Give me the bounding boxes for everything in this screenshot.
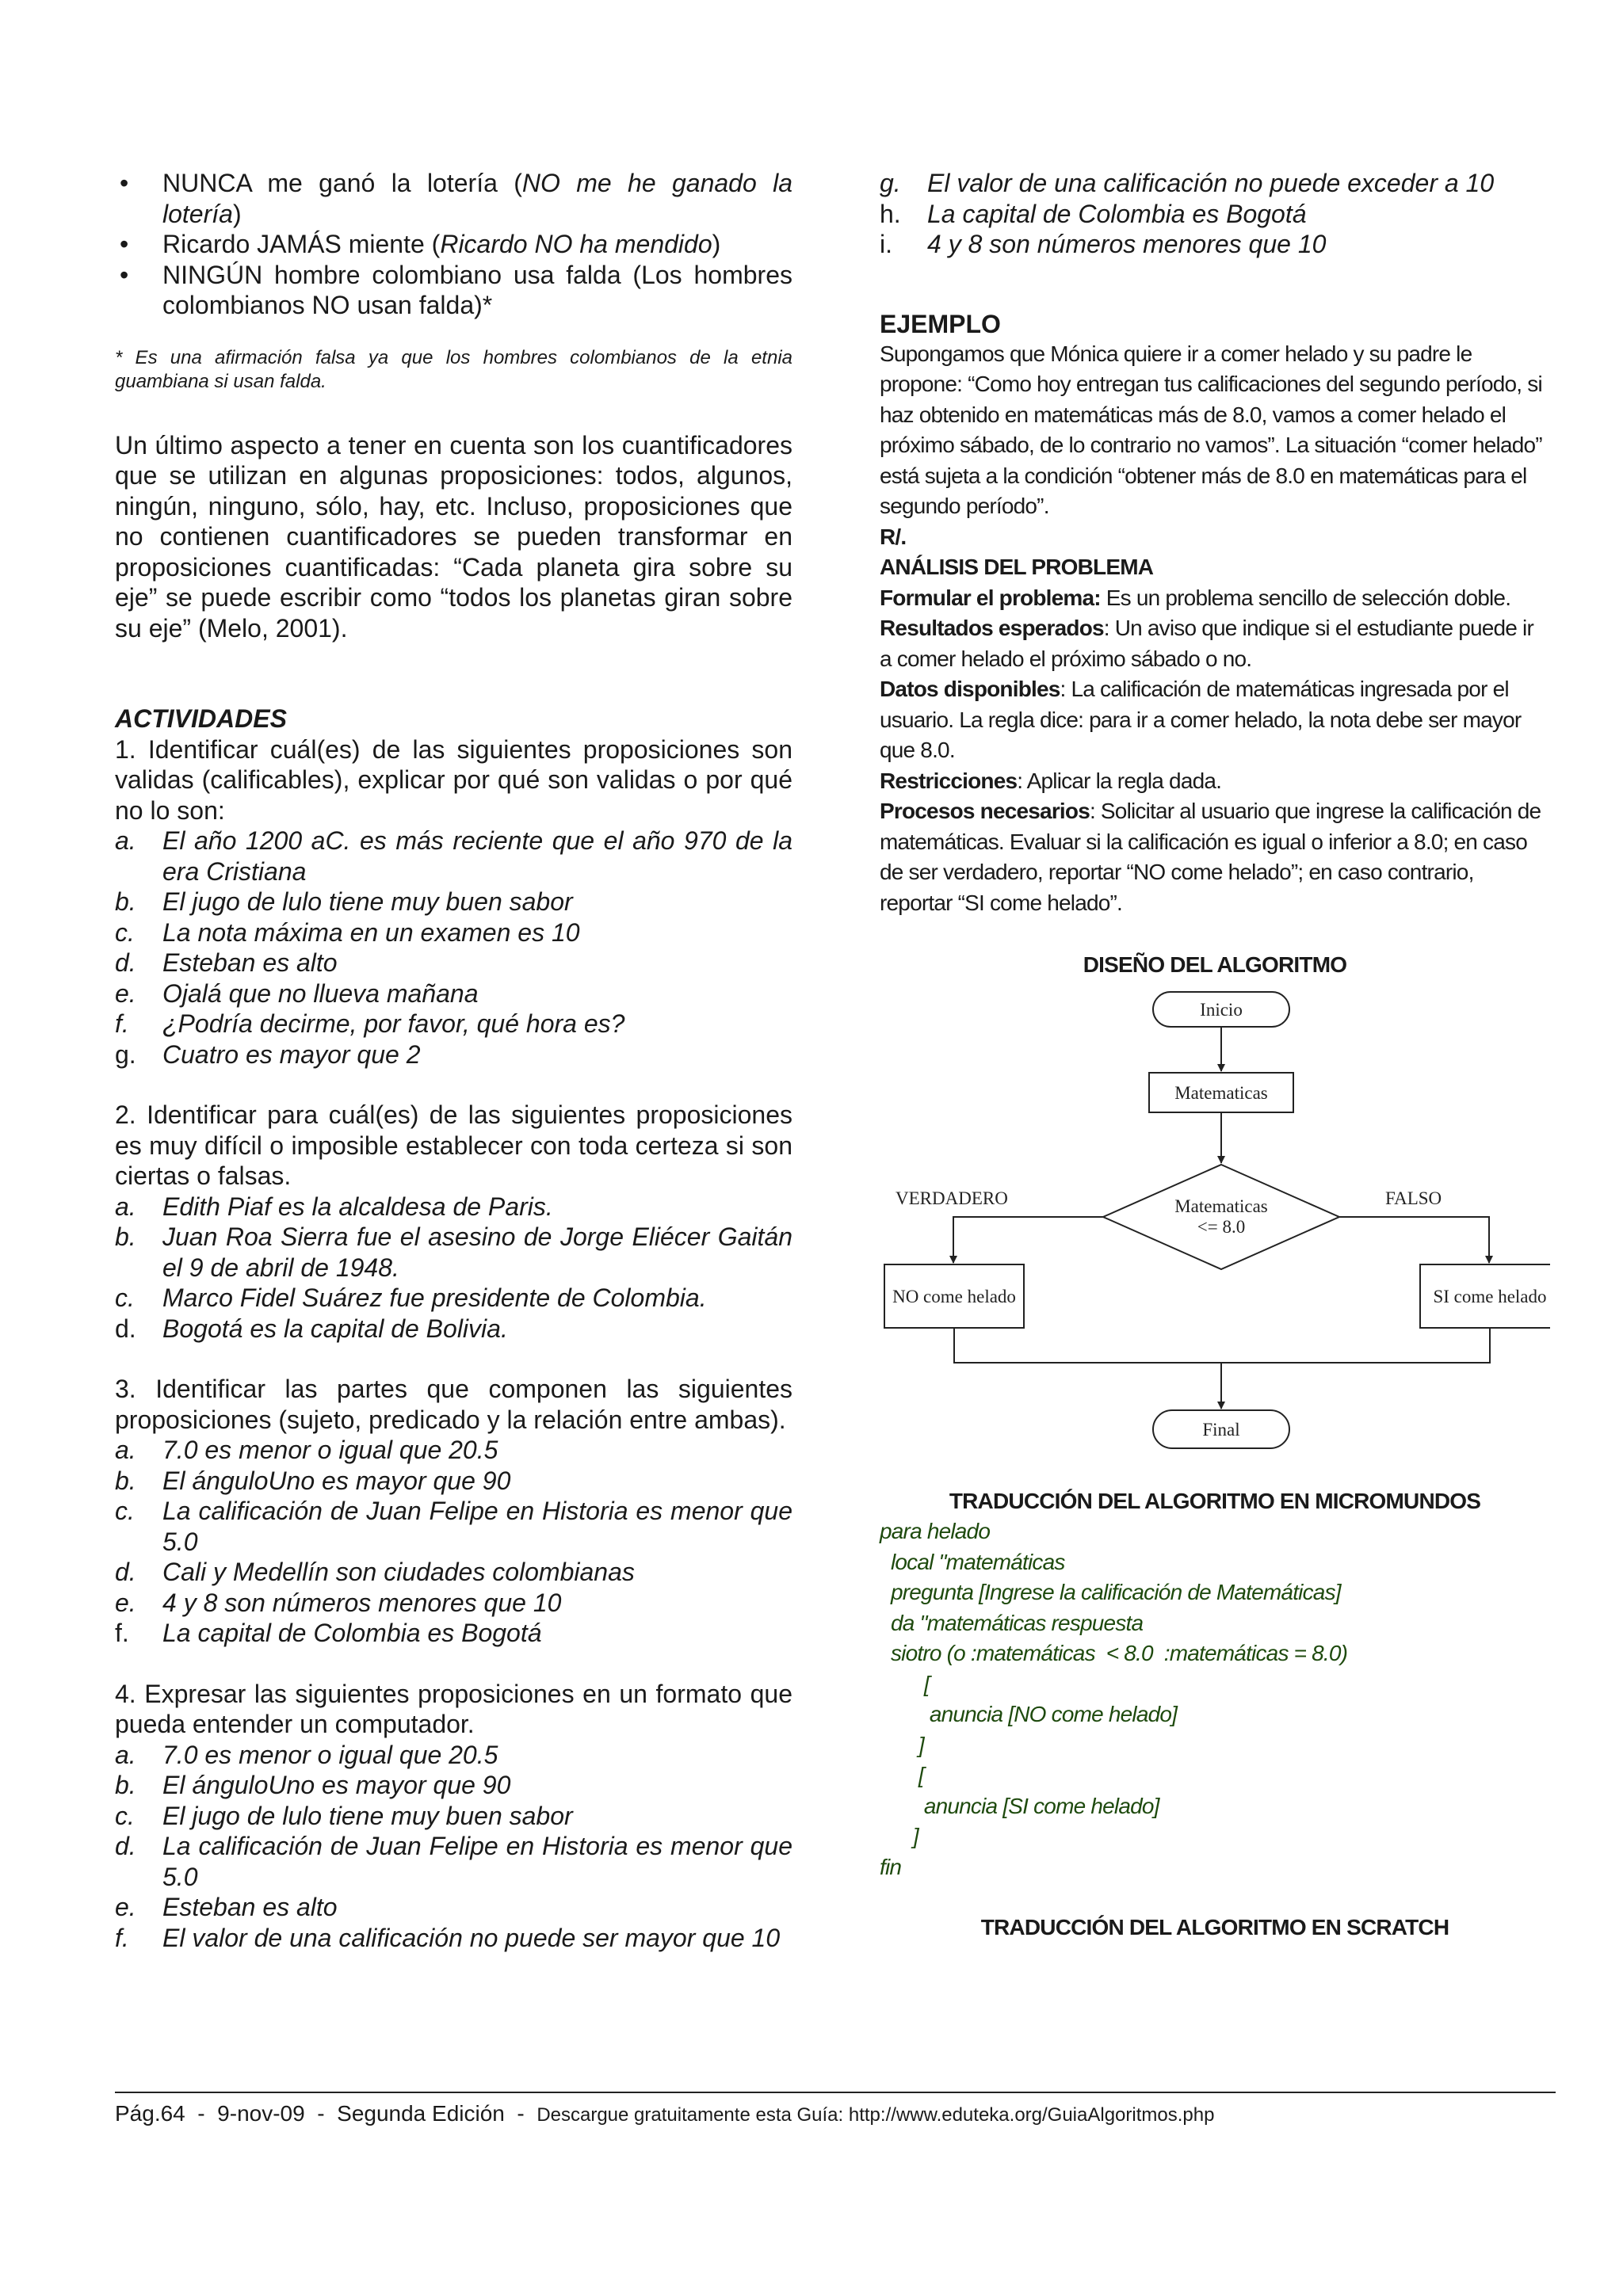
- item-text: El ánguloUno es mayor que 90: [162, 1771, 511, 1799]
- input-label: Matematicas: [1174, 1082, 1268, 1103]
- item-marker: d.: [115, 948, 136, 977]
- code-line: [: [880, 1671, 930, 1696]
- list-item: [115, 1435, 792, 1466]
- code-line: da "matemáticas respuesta: [880, 1610, 1144, 1635]
- item-text: La calificación de Juan Felipe en Historia es menor que 5.0: [162, 1497, 792, 1556]
- activity-2-intro: 2. Identificar para cuál(es) de las siguientes proposiciones es muy difícil o imposible establecer con toda certeza si son ciertas o falsas.: [115, 1100, 792, 1190]
- item-marker: i.: [880, 230, 892, 258]
- analysis-text: : Solicitar al usuario que ingrese la calificación de matemáticas. Evaluar si la calificación es igual o inferior a 8.0; en caso de ser verdadero, reportar “NO come helado”; en caso contrario, reportar “SI come helado”.: [880, 799, 1541, 915]
- quantifier-examples: [115, 168, 792, 321]
- code-line: anuncia [NO come helado]: [880, 1702, 1178, 1726]
- item-marker: g.: [115, 1039, 136, 1069]
- bullet-italic: Ricardo NO ha mendido: [440, 230, 712, 258]
- item-text: El valor de una calificación no puede ser mayor que 10: [162, 1923, 781, 1952]
- list-item: [115, 1222, 792, 1283]
- analysis-item: [880, 766, 1550, 797]
- footer-main: Pág.64 - 9-nov-09 - Segunda Edición -: [115, 2101, 537, 2126]
- item-text: El jugo de lulo tiene muy buen sabor: [162, 887, 573, 916]
- flowchart: [880, 987, 1550, 1463]
- list-item: [115, 1618, 792, 1649]
- bullet-italic: NO me he ganado la lotería: [162, 169, 793, 228]
- analysis-text: : Un aviso que indique si el estudiante puede ir a comer helado el próximo sábado o no.: [880, 616, 1533, 671]
- item-marker: e.: [115, 1588, 136, 1617]
- item-marker: d.: [115, 1832, 136, 1860]
- analysis-item: [880, 674, 1550, 766]
- decision-label-1: Matematicas: [1174, 1196, 1268, 1216]
- item-text: 4 y 8 son números menores que 10: [927, 230, 1327, 258]
- item-text: El valor de una calificación no puede exceder a 10: [927, 169, 1495, 197]
- item-marker: b.: [115, 1771, 136, 1799]
- right-column: [880, 168, 1550, 1943]
- activity-1-list: [115, 826, 792, 1070]
- analysis-item: [880, 796, 1550, 918]
- item-marker: c.: [115, 1283, 135, 1312]
- list-item: [115, 1831, 792, 1892]
- bullet-text: Ricardo JAMÁS miente (: [162, 230, 441, 258]
- list-item: [115, 1923, 792, 1954]
- code-line: local "matemáticas: [880, 1549, 1065, 1574]
- list-item: [115, 917, 792, 948]
- item-text: ¿Podría decirme, por favor, qué hora es?: [162, 1009, 625, 1038]
- micromundos-title: TRADUCCIÓN DEL ALGORITMO EN MICROMUNDOS: [949, 1488, 1481, 1513]
- item-marker: f.: [115, 1619, 129, 1647]
- item-text: 4 y 8 son números menores que 10: [162, 1588, 562, 1617]
- list-item: [115, 1770, 792, 1801]
- start-label: Inicio: [1200, 999, 1243, 1020]
- true-label: VERDADERO: [896, 1188, 1008, 1208]
- analysis-label: Formular el problema:: [880, 585, 1101, 610]
- item-text: Esteban es alto: [162, 948, 338, 977]
- item-marker: d.: [115, 1558, 136, 1586]
- item-marker: b.: [115, 1222, 136, 1251]
- list-item: [115, 887, 792, 917]
- item-text: 7.0 es menor o igual que 20.5: [162, 1740, 498, 1769]
- list-item: [115, 1740, 792, 1771]
- code-line: ]: [880, 1732, 924, 1757]
- analysis-item: [880, 583, 1550, 614]
- item-marker: c.: [115, 1497, 135, 1525]
- list-item: [880, 199, 1550, 230]
- footnote: * Es una afirmación falsa ya que los hombres colombianos de la etnia guambiana si usan falda.: [115, 346, 792, 392]
- list-item: [880, 229, 1550, 260]
- item-marker: e.: [115, 978, 136, 1008]
- code-line: ]: [880, 1824, 918, 1848]
- example-title: EJEMPLO: [880, 309, 1001, 338]
- bullet-text: NINGÚN hombre colombiano usa falda (Los hombres colombianos NO usan falda)*: [162, 260, 792, 319]
- left-column: [115, 168, 792, 1953]
- item-text: Cali y Medellín son ciudades colombianas: [162, 1558, 635, 1586]
- merge-line: [954, 1328, 1490, 1363]
- item-marker: c.: [115, 1801, 135, 1830]
- list-item: [115, 1192, 792, 1222]
- code-line: siotro (o :matemáticas < 8.0 :matemáticas = 8.0): [880, 1641, 1348, 1665]
- activity-4-list: [115, 1740, 792, 1954]
- item-marker: a.: [115, 1436, 136, 1464]
- list-item: [115, 826, 792, 887]
- code-line: fin: [880, 1854, 902, 1879]
- item-text: Marco Fidel Suárez fue presidente de Colombia.: [162, 1283, 707, 1312]
- analysis-text: Es un problema sencillo de selección doble.: [1100, 585, 1511, 610]
- analysis-list: [880, 583, 1550, 919]
- code-line: anuncia [SI come helado]: [880, 1793, 1159, 1818]
- list-item: [115, 1314, 792, 1344]
- bullet-end: ): [712, 230, 721, 258]
- item-text: Esteban es alto: [162, 1893, 338, 1921]
- activity-1-intro: 1. Identificar cuál(es) de las siguientes proposiciones son validas (calificables), explicar por qué son validas o por qué no lo son:: [115, 734, 792, 825]
- false-branch-arrow: [1339, 1217, 1489, 1263]
- list-item: [115, 260, 792, 321]
- analysis-label: Datos disponibles: [880, 677, 1060, 701]
- list-item: [115, 1892, 792, 1923]
- code-line: para helado: [880, 1519, 991, 1543]
- item-text: La capital de Colombia es Bogotá: [162, 1619, 542, 1647]
- activity-2-list: [115, 1192, 792, 1344]
- analysis-label: Procesos necesarios: [880, 799, 1090, 823]
- list-item: [115, 978, 792, 1009]
- list-item: [115, 1557, 792, 1588]
- item-text: El jugo de lulo tiene muy buen sabor: [162, 1801, 573, 1830]
- activity-4-intro: 4. Expresar las siguientes proposiciones en un formato que pueda entender un computador.: [115, 1679, 792, 1738]
- item-text: Edith Piaf es la alcaldesa de Paris.: [162, 1192, 553, 1221]
- design-title: DISEÑO DEL ALGORITMO: [1083, 952, 1347, 977]
- false-label: FALSO: [1385, 1188, 1442, 1208]
- end-label: Final: [1202, 1419, 1240, 1440]
- list-item: [115, 1009, 792, 1039]
- item-marker: e.: [115, 1893, 136, 1921]
- list-item: [115, 1466, 792, 1497]
- bullet-text: NUNCA me ganó la lotería (: [162, 169, 522, 197]
- list-item: [880, 168, 1550, 199]
- scratch-title: TRADUCCIÓN DEL ALGORITMO EN SCRATCH: [980, 1915, 1449, 1939]
- example-text: Supongamos que Mónica quiere ir a comer helado y su padre le propone: “Como hoy entregan tus calificaciones del segundo período, si haz obtenido en matemáticas más de 8.0, vamos a comer helado el próximo sábado, de lo contrario no vamos”. La situación “comer helado” está sujeta a la condición “obtener más de 8.0 en matemáticas para el segundo período”.: [880, 341, 1542, 518]
- item-text: La nota máxima en un examen es 10: [162, 917, 580, 947]
- analysis-text: : La calificación de matemáticas ingresada por el usuario. La regla dice: para ir a comer helado, la nota debe ser mayor que 8.0.: [880, 677, 1522, 762]
- analysis-item: [880, 613, 1550, 674]
- item-text: La calificación de Juan Felipe en Historia es menor que 5.0: [162, 1832, 792, 1891]
- analysis-title: ANÁLISIS DEL PROBLEMA: [880, 555, 1154, 579]
- item-text: Juan Roa Sierra fue el asesino de Jorge Eliécer Gaitán el 9 de abril de 1948.: [162, 1222, 792, 1282]
- false-box-label: SI come helado: [1433, 1286, 1547, 1306]
- item-text: Cuatro es mayor que 2: [162, 1039, 421, 1069]
- item-marker: a.: [115, 1740, 136, 1769]
- list-item: [115, 948, 792, 978]
- list-item: [115, 1283, 792, 1314]
- quantifiers-paragraph: Un último aspecto a tener en cuenta son los cuantificadores que se utilizan en algunas proposiciones: todos, algunos, ningún, ninguno, sólo, hay, etc. Incluso, proposiciones que no contienen cuantificadores se pueden transformar en proposiciones cuantificadas: “Cada planeta gira sobre su eje” se puede escribir como “todos los planetas giran sobre su eje” (Melo, 2001).: [115, 430, 792, 643]
- item-marker: h.: [880, 199, 901, 228]
- item-marker: b.: [115, 1466, 136, 1495]
- list-item: [115, 1039, 792, 1070]
- list-item: [115, 229, 792, 260]
- item-marker: b.: [115, 887, 136, 916]
- footer-link-text: Descargue gratuitamente esta Guía: http://www.eduteka.org/GuiaAlgoritmos.php: [537, 2104, 1215, 2126]
- list-item: [115, 1588, 792, 1619]
- list-item: [115, 1801, 792, 1832]
- activity-3-intro: 3. Identificar las partes que componen las siguientes proposiciones (sujeto, predicado y la relación entre ambas).: [115, 1375, 792, 1434]
- item-marker: f.: [115, 1009, 129, 1038]
- page-footer: [115, 2092, 1556, 2126]
- true-branch-arrow: [953, 1217, 1103, 1263]
- continued-list: [880, 168, 1550, 260]
- item-marker: c.: [115, 917, 135, 947]
- item-text: 7.0 es menor o igual que 20.5: [162, 1436, 498, 1464]
- item-text: Bogotá es la capital de Bolivia.: [162, 1314, 508, 1343]
- micromundos-code: [880, 1516, 1550, 1882]
- analysis-label: Restricciones: [880, 768, 1018, 793]
- answer-label: R/.: [880, 524, 907, 549]
- item-marker: d.: [115, 1314, 136, 1343]
- item-text: El año 1200 aC. es más reciente que el año 970 de la era Cristiana: [162, 826, 792, 886]
- item-marker: g.: [880, 169, 901, 197]
- item-marker: a.: [115, 826, 136, 855]
- code-line: [: [880, 1763, 924, 1787]
- analysis-text: : Aplicar la regla dada.: [1017, 768, 1222, 793]
- bullet-end: ): [232, 199, 242, 228]
- true-box-label: NO come helado: [892, 1286, 1016, 1306]
- code-line: pregunta [Ingrese la calificación de Matemáticas]: [880, 1580, 1341, 1604]
- item-text: Ojalá que no llueva mañana: [162, 978, 479, 1008]
- decision-label-2: <= 8.0: [1197, 1216, 1246, 1237]
- item-marker: a.: [115, 1192, 136, 1221]
- analysis-label: Resultados esperados: [880, 616, 1104, 640]
- list-item: [115, 168, 792, 229]
- item-text: El ánguloUno es mayor que 90: [162, 1466, 511, 1495]
- list-item: [115, 1496, 792, 1557]
- activity-3-list: [115, 1435, 792, 1649]
- activities-title: ACTIVIDADES: [115, 704, 287, 733]
- item-marker: f.: [115, 1923, 129, 1952]
- item-text: La capital de Colombia es Bogotá: [927, 199, 1307, 228]
